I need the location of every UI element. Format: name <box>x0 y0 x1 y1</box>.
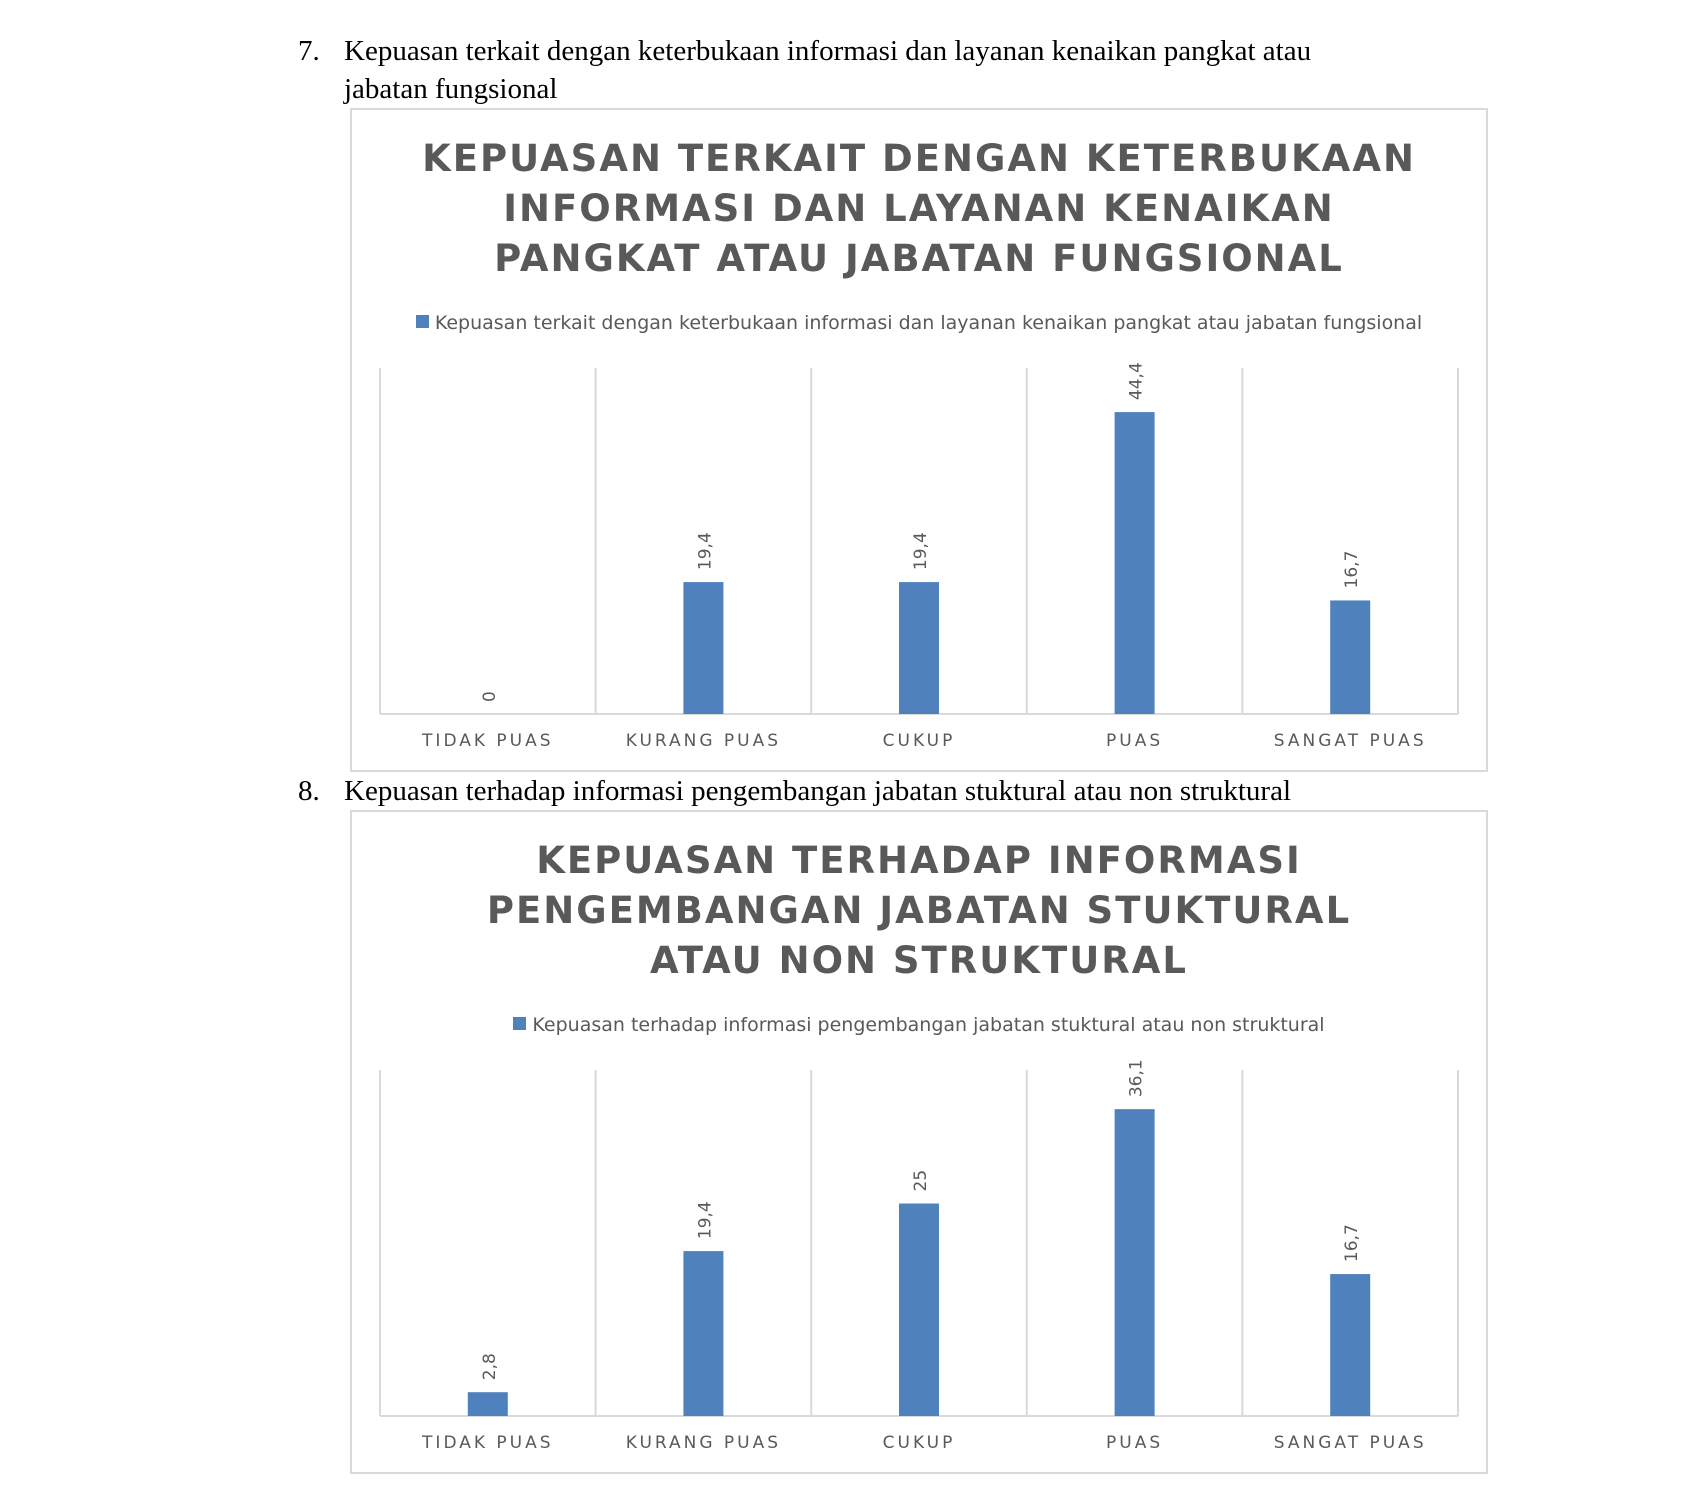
chart-1 <box>350 108 1488 772</box>
bar-tidak-puas <box>468 1392 508 1416</box>
chart-1-legend-label: Kepuasan terkait dengan keterbukaan informasi dan layanan kenaikan pangkat atau jabatan fungsional <box>434 312 1423 334</box>
chart-2-plot <box>352 812 1486 1472</box>
data-label: 16,7 <box>1342 1224 1363 1263</box>
x-tick-label: CUKUP <box>882 1433 956 1453</box>
section-8-heading <box>298 772 1478 814</box>
data-label: 2,8 <box>479 1353 500 1381</box>
section-7-number: 7. <box>298 35 320 67</box>
bar-cukup <box>899 582 939 714</box>
data-label: 44,4 <box>1126 362 1147 401</box>
chart-1-title-line: KEPUASAN TERKAIT DENGAN KETERBUKAAN <box>422 137 1416 180</box>
bar-sangat-puas <box>1330 1274 1370 1416</box>
section-8-heading-line1: Kepuasan terhadap informasi pengembangan jabatan stuktural atau non struktural <box>344 775 1292 807</box>
x-tick-label: KURANG PUAS <box>625 1433 782 1453</box>
chart-2 <box>350 810 1488 1474</box>
section-8-number: 8. <box>298 775 320 807</box>
chart-2-title-line: ATAU NON STRUKTURAL <box>650 939 1188 982</box>
data-label: 19,4 <box>695 1201 716 1240</box>
bar-puas <box>1115 1109 1155 1416</box>
section-7-heading-line1: Kepuasan terkait dengan keterbukaan informasi dan layanan kenaikan pangkat atau <box>344 35 1312 67</box>
bar-kurang-puas <box>683 1251 723 1416</box>
x-tick-label: PUAS <box>1106 1433 1164 1453</box>
section-7-heading-line2: jabatan fungsional <box>344 73 558 105</box>
data-label: 25 <box>911 1169 931 1192</box>
x-tick-label: TIDAK PUAS <box>422 1433 554 1453</box>
section-8-heading-text <box>344 772 1424 810</box>
chart-2-title-line: KEPUASAN TERHADAP INFORMASI <box>536 839 1302 882</box>
data-label: 16,7 <box>1342 550 1363 589</box>
x-tick-label: PUAS <box>1106 731 1164 751</box>
data-label: 0 <box>479 691 500 702</box>
bar-kurang-puas <box>683 582 723 714</box>
section-7-heading <box>298 32 1478 112</box>
x-tick-label: SANGAT PUAS <box>1273 1433 1427 1453</box>
x-tick-label: CUKUP <box>882 731 956 751</box>
data-label: 19,4 <box>911 532 931 571</box>
chart-2-legend-label: Kepuasan terhadap informasi pengembangan jabatan stuktural atau non struktural <box>532 1014 1325 1036</box>
x-tick-label: TIDAK PUAS <box>422 731 554 751</box>
data-label: 19,4 <box>695 532 716 571</box>
x-tick-label: SANGAT PUAS <box>1273 731 1427 751</box>
chart-2-title-line: PENGEMBANGAN JABATAN STUKTURAL <box>486 889 1352 932</box>
section-7-heading-text <box>344 32 1424 108</box>
chart-1-title-line: PANGKAT ATAU JABATAN FUNGSIONAL <box>494 237 1344 280</box>
chart-1-title-line: INFORMASI DAN LAYANAN KENAIKAN <box>503 187 1335 230</box>
bar-sangat-puas <box>1330 600 1370 714</box>
bar-cukup <box>899 1204 939 1417</box>
x-tick-label: KURANG PUAS <box>625 731 782 751</box>
data-label: 36,1 <box>1126 1059 1147 1098</box>
chart-1-plot <box>352 110 1486 770</box>
bar-puas <box>1115 412 1155 714</box>
